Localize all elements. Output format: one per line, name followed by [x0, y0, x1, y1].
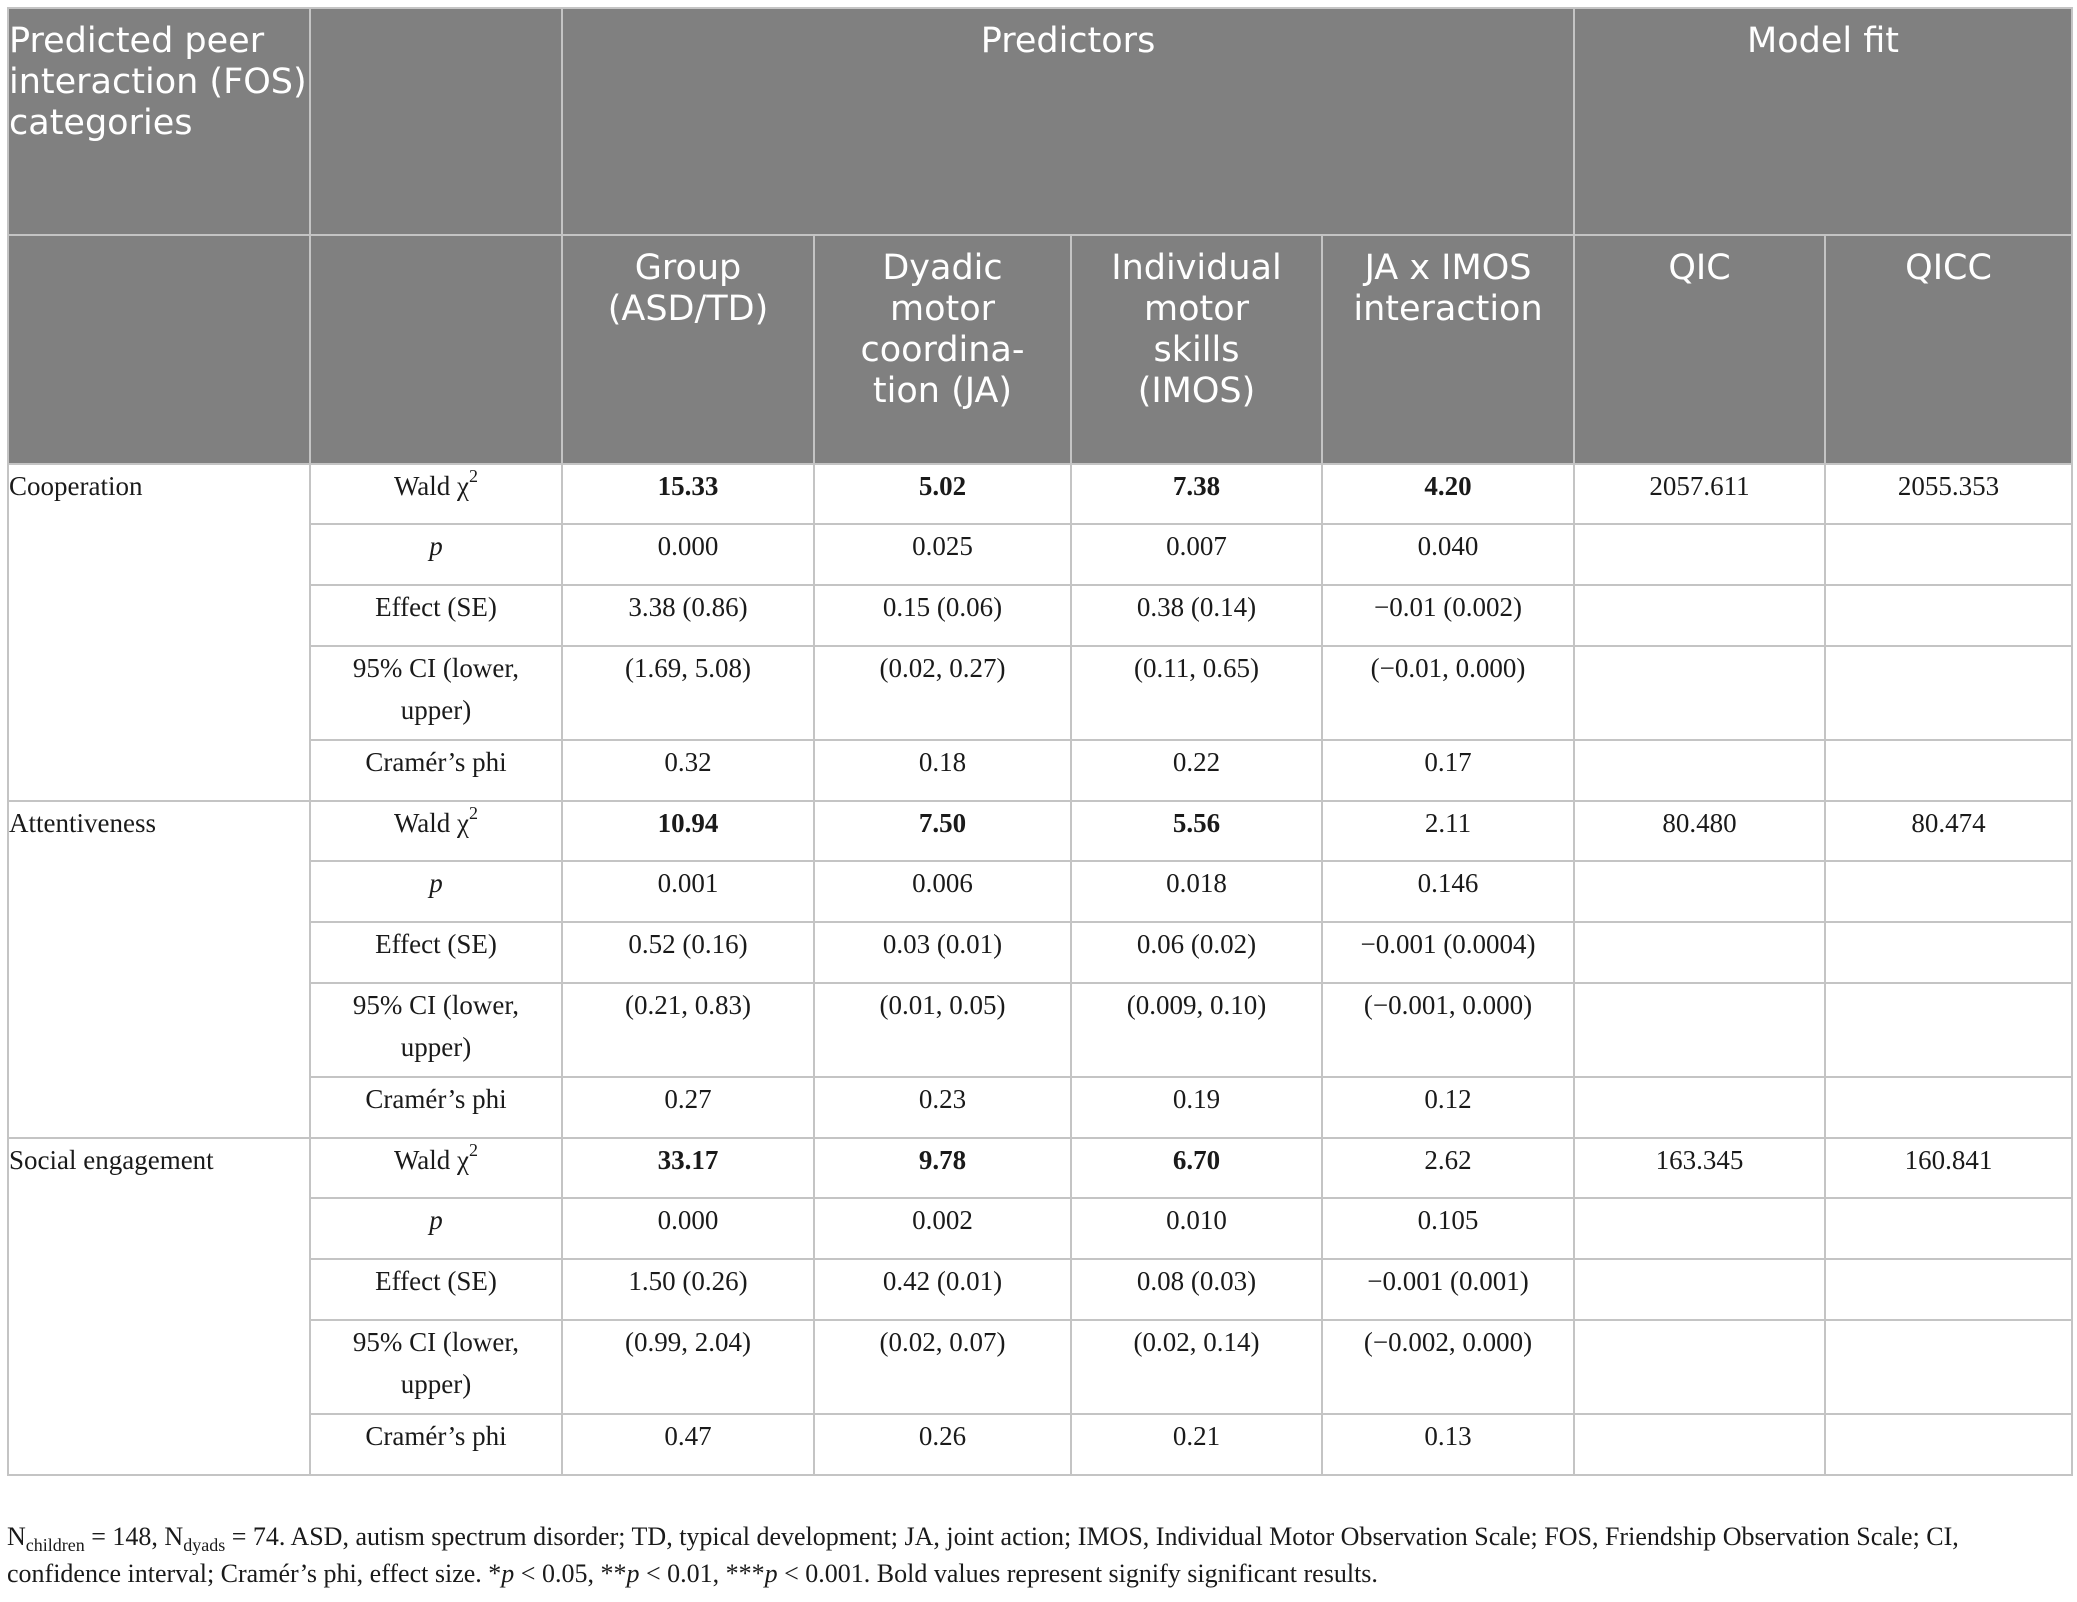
header-predictors: Predictors: [562, 8, 1574, 235]
stat-label-effect: Effect (SE): [310, 1259, 562, 1320]
category-cell: [8, 1259, 310, 1320]
category-cell: [8, 1320, 310, 1414]
header-qicc: QICC: [1825, 235, 2072, 464]
header-model-fit: Model fit: [1574, 8, 2072, 235]
value-cell: 0.018: [1071, 861, 1322, 922]
qic-cell: [1574, 646, 1825, 740]
table-row: [8, 646, 2072, 740]
value-cell: (0.02, 0.07): [814, 1320, 1071, 1414]
stat-label-ci: 95% CI (lower, upper): [310, 1320, 562, 1414]
value-cell: (−0.01, 0.000): [1322, 646, 1574, 740]
value-cell: 0.17: [1322, 740, 1574, 801]
qicc-cell: [1825, 922, 2072, 983]
value-cell: −0.001 (0.0004): [1322, 922, 1574, 983]
table-row: [8, 983, 2072, 1077]
qicc-cell: [1825, 983, 2072, 1077]
header-row-top: [8, 8, 2072, 235]
value-cell: 0.002: [814, 1198, 1071, 1259]
value-cell: 0.26: [814, 1414, 1071, 1475]
value-cell: (0.02, 0.14): [1071, 1320, 1322, 1414]
header-dyadic: Dyadic motor coordina-tion (JA): [814, 235, 1071, 464]
value-cell: 0.52 (0.16): [562, 922, 814, 983]
table-row: [8, 524, 2072, 585]
value-cell: 0.38 (0.14): [1071, 585, 1322, 646]
value-cell: 0.32: [562, 740, 814, 801]
value-cell: 0.12: [1322, 1077, 1574, 1138]
value-cell: 4.20: [1322, 464, 1574, 524]
stat-label-wald: Wald $\chi^2$: [310, 1138, 562, 1198]
category-cell: [8, 1077, 310, 1138]
value-cell: 0.19: [1071, 1077, 1322, 1138]
value-cell: 0.21: [1071, 1414, 1322, 1475]
value-cell: (0.11, 0.65): [1071, 646, 1322, 740]
stat-label-phi: Cramér’s phi: [310, 740, 562, 801]
value-cell: 0.23: [814, 1077, 1071, 1138]
value-cell: (1.69, 5.08): [562, 646, 814, 740]
header-row-sub: [8, 235, 2072, 464]
value-cell: 0.001: [562, 861, 814, 922]
qicc-cell: [1825, 1198, 2072, 1259]
category-label: Attentiveness: [8, 801, 310, 861]
category-cell: [8, 585, 310, 646]
value-cell: 3.38 (0.86): [562, 585, 814, 646]
table-row: [8, 1198, 2072, 1259]
qic-cell: [1574, 1259, 1825, 1320]
value-cell: 7.50: [814, 801, 1071, 861]
stat-label-phi: Cramér’s phi: [310, 1414, 562, 1475]
category-cell: [8, 524, 310, 585]
qicc-cell: [1825, 861, 2072, 922]
qic-cell: [1574, 861, 1825, 922]
value-cell: 0.13: [1322, 1414, 1574, 1475]
results-table: [7, 7, 2073, 1476]
value-cell: 2.11: [1322, 801, 1574, 861]
value-cell: 0.146: [1322, 861, 1574, 922]
qic-cell: 2057.611: [1574, 464, 1825, 524]
value-cell: 0.22: [1071, 740, 1322, 801]
value-cell: 9.78: [814, 1138, 1071, 1198]
value-cell: 7.38: [1071, 464, 1322, 524]
category-cell: [8, 646, 310, 740]
stat-label-wald: Wald $\chi^2$: [310, 464, 562, 524]
value-cell: 10.94: [562, 801, 814, 861]
results-body: [8, 464, 2072, 1475]
table-row: [8, 464, 2072, 524]
value-cell: 0.47: [562, 1414, 814, 1475]
table-row: [8, 1138, 2072, 1198]
table-row: [8, 1320, 2072, 1414]
qicc-cell: [1825, 524, 2072, 585]
value-cell: 0.000: [562, 1198, 814, 1259]
qic-cell: 163.345: [1574, 1138, 1825, 1198]
value-cell: 33.17: [562, 1138, 814, 1198]
qicc-cell: [1825, 585, 2072, 646]
stat-label-ci: 95% CI (lower, upper): [310, 983, 562, 1077]
value-cell: 0.08 (0.03): [1071, 1259, 1322, 1320]
table-row: [8, 1414, 2072, 1475]
qicc-cell: 2055.353: [1825, 464, 2072, 524]
category-cell: [8, 861, 310, 922]
value-cell: 6.70: [1071, 1138, 1322, 1198]
qic-cell: [1574, 585, 1825, 646]
category-cell: [8, 1198, 310, 1259]
qic-cell: 80.480: [1574, 801, 1825, 861]
value-cell: 0.18: [814, 740, 1071, 801]
qic-cell: [1574, 1198, 1825, 1259]
qic-cell: [1574, 524, 1825, 585]
category-cell: [8, 740, 310, 801]
qicc-cell: [1825, 740, 2072, 801]
value-cell: (−0.001, 0.000): [1322, 983, 1574, 1077]
stat-label-phi: Cramér’s phi: [310, 1077, 562, 1138]
qic-cell: [1574, 740, 1825, 801]
value-cell: −0.001 (0.001): [1322, 1259, 1574, 1320]
value-cell: 0.010: [1071, 1198, 1322, 1259]
stat-label-ci: 95% CI (lower, upper): [310, 646, 562, 740]
value-cell: 0.040: [1322, 524, 1574, 585]
value-cell: 5.02: [814, 464, 1071, 524]
header-individual: Individual motor skills (IMOS): [1071, 235, 1322, 464]
qic-cell: [1574, 983, 1825, 1077]
category-cell: [8, 922, 310, 983]
qic-cell: [1574, 922, 1825, 983]
value-cell: 0.025: [814, 524, 1071, 585]
value-cell: (0.01, 0.05): [814, 983, 1071, 1077]
value-cell: 0.007: [1071, 524, 1322, 585]
value-cell: 0.27: [562, 1077, 814, 1138]
qic-cell: [1574, 1077, 1825, 1138]
qicc-cell: 160.841: [1825, 1138, 2072, 1198]
header-category: Predicted peer interaction (FOS) categories: [8, 8, 310, 235]
qicc-cell: [1825, 1320, 2072, 1414]
value-cell: 0.42 (0.01): [814, 1259, 1071, 1320]
header-interaction: JA x IMOS interaction: [1322, 235, 1574, 464]
table-row: [8, 1077, 2072, 1138]
value-cell: −0.01 (0.002): [1322, 585, 1574, 646]
qic-cell: [1574, 1320, 1825, 1414]
qicc-cell: [1825, 646, 2072, 740]
header-blank: [310, 235, 562, 464]
qic-cell: [1574, 1414, 1825, 1475]
table-footnote: $N_{children} = 148$, $N_{dyads} = 74$. ASD, autism spectrum disorder; TD, typical development; JA, joint action; IMOS, Individual Motor Observation Scale; FOS, Friendship Observation Scale; CI, confidence interval; Cramér’s phi, effect size. *p < 0.05, **p < 0.01, ***p < 0.001. Bold values represent signify significant results.: [7, 1522, 1959, 1588]
header-blank: [8, 235, 310, 464]
stat-label-wald: Wald $\chi^2$: [310, 801, 562, 861]
table-row: [8, 922, 2072, 983]
table-row: [8, 861, 2072, 922]
value-cell: 0.000: [562, 524, 814, 585]
value-cell: 5.56: [1071, 801, 1322, 861]
stat-label-effect: Effect (SE): [310, 585, 562, 646]
table-row: [8, 585, 2072, 646]
value-cell: 0.006: [814, 861, 1071, 922]
qicc-cell: 80.474: [1825, 801, 2072, 861]
value-cell: 0.03 (0.01): [814, 922, 1071, 983]
stat-label-p: p: [310, 1198, 562, 1259]
header-group: Group (ASD/TD): [562, 235, 814, 464]
qicc-cell: [1825, 1077, 2072, 1138]
stat-label-p: p: [310, 524, 562, 585]
value-cell: 1.50 (0.26): [562, 1259, 814, 1320]
value-cell: 0.15 (0.06): [814, 585, 1071, 646]
category-cell: [8, 983, 310, 1077]
table-row: [8, 740, 2072, 801]
stat-label-effect: Effect (SE): [310, 922, 562, 983]
value-cell: (0.02, 0.27): [814, 646, 1071, 740]
results-table-container: [7, 7, 2071, 1476]
stat-label-p: p: [310, 861, 562, 922]
value-cell: (−0.002, 0.000): [1322, 1320, 1574, 1414]
category-cell: [8, 1414, 310, 1475]
header-qic: QIC: [1574, 235, 1825, 464]
value-cell: 15.33: [562, 464, 814, 524]
category-label: Social engagement: [8, 1138, 310, 1198]
value-cell: 2.62: [1322, 1138, 1574, 1198]
header-blank: [310, 8, 562, 235]
qicc-cell: [1825, 1414, 2072, 1475]
qicc-cell: [1825, 1259, 2072, 1320]
category-label: Cooperation: [8, 464, 310, 524]
value-cell: (0.21, 0.83): [562, 983, 814, 1077]
value-cell: 0.105: [1322, 1198, 1574, 1259]
value-cell: (0.99, 2.04): [562, 1320, 814, 1414]
value-cell: (0.009, 0.10): [1071, 983, 1322, 1077]
table-row: [8, 1259, 2072, 1320]
value-cell: 0.06 (0.02): [1071, 922, 1322, 983]
table-row: [8, 801, 2072, 861]
